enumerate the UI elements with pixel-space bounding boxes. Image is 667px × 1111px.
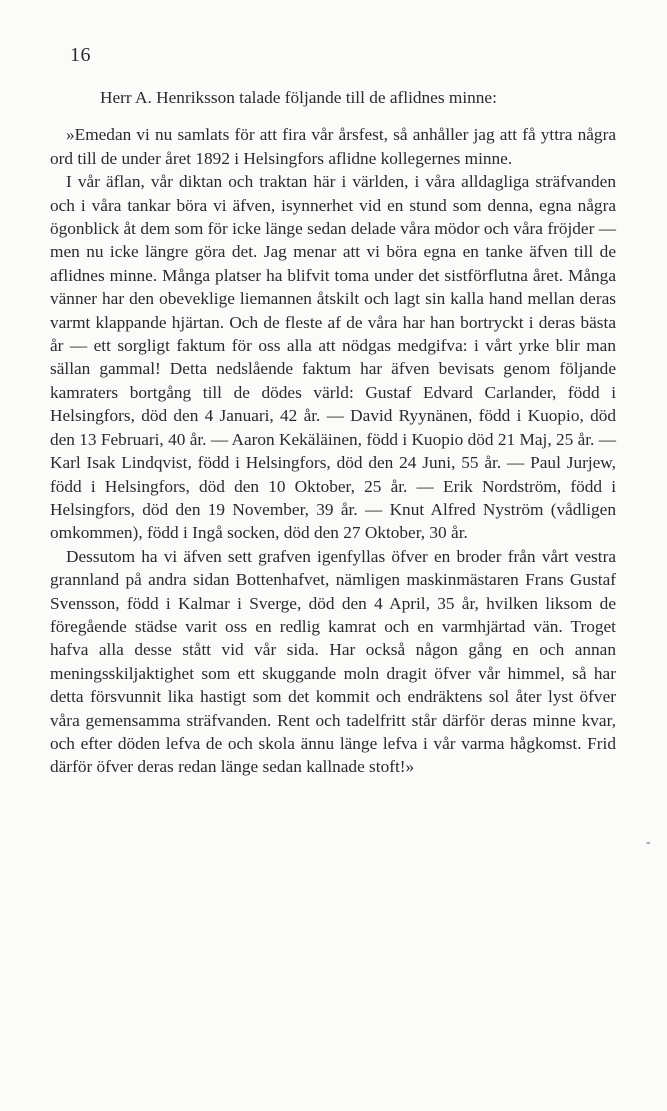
memorial-paragraph: I vår äflan, vår diktan och traktan här i världen, i våra alldagliga sträfvanden och i våra tankar böra vi äfven, isynnerhet vid en stund som denna, egna några ögonblick åt dem som för icke länge sedan delade våra mödor och våra fröjder — men nu icke längre göra det. Jag menar att vi böra egna en tanke äfven till de aflidnes minne. Många platser ha blifvit toma under det sistförflutna året. Många vänner har den obeveklige liemannen åtskilt och lagt sin kalla hand mellan deras varmt klappande hjärtan. Och de fleste af de våra har han bortryckt i deras bästa år — ett sorgligt faktum för oss alla att nödgas medgifva: i vårt yrke blir man sällan gammal! Detta nedslående faktum har äfven bevisats genom följande kamraters bortgång till de dödes värld: Gustaf Edvard Carlander, född i Helsingfors, död den 4 Januari, 42 år. — David Ryynänen, född i Kuopio, död den 13 Februari, 40 år. — Aaron Kekäläinen, född i Kuopio död 21 Maj, 25 år. — Karl Isak Lindqvist, född i Helsingfors, död den 24 Juni, 55 år. — Paul Jurjew, född i Helsingfors, död den 10 Oktober, 25 år. — Erik Nordström, född i Helsingfors, död den 19 November, 39 år. — Knut Alfred Nyström (vådligen omkommen), född i Ingå socken, död den 27 Oktober, 30 år. (50, 172, 616, 543)
speech-opening-paragraph: »Emedan vi nu samlats för att fira vår årsfest, så anhåller jag att få yttra några ord till de under året 1892 i Helsingfors aflidne kollegernes minne. (50, 125, 616, 168)
intro-paragraph: Herr A. Henriksson talade följande till de aflidnes minne: (100, 88, 497, 107)
body-text (50, 86, 616, 779)
closing-paragraph: Dessutom ha vi äfven sett grafven igenfyllas öfver en broder från vårt vestra grannland på andra sidan Bottenhafvet, nämligen maskinmästaren Frans Gustaf Svensson, född i Kalmar i Sverge, död den 4 April, 35 år, hvilken liksom de föregående städse varit oss en redlig kamrat och en varmhjärtad vän. Troget hafva alla desse stått vid vår sida. Har också någon gång en och annan meningsskiljaktighet som ett skuggande moln dragit öfver vår himmel, så har detta försvunnit lika hastigt som det kommit och endräktens sol åter lyst öfver våra gemensamma sträfvanden. Rent och tadelfritt står därför deras minne kvar, och efter döden lefva de och skola ännu länge lefva i vår varma hågkomst. Frid därför öfver deras redan länge sedan kallnade stoft!» (50, 546, 616, 777)
page-number: 16 (70, 44, 91, 66)
margin-mark: - (646, 835, 651, 850)
